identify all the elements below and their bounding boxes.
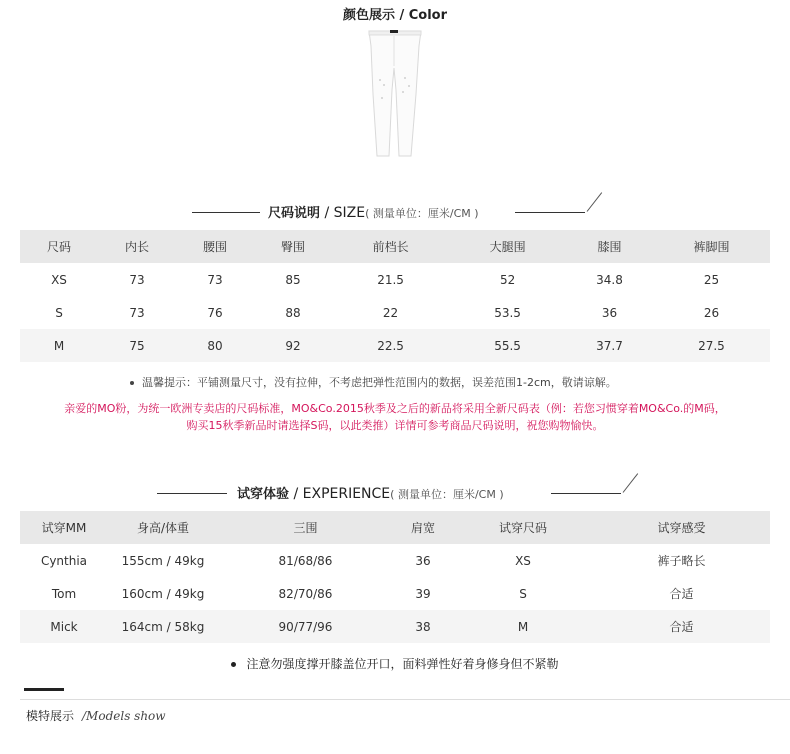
table-cell: 90/77/96 bbox=[278, 619, 333, 634]
experience-tip-text: 注意勿强度撑开膝盖位开口，面料弹性好着身修身但不紧勒 bbox=[246, 657, 559, 671]
size-title-zh: 尺码说明 bbox=[268, 206, 321, 221]
models-section-title bbox=[26, 707, 166, 724]
table-cell: 85 bbox=[285, 272, 301, 287]
experience-heading-text bbox=[237, 483, 504, 502]
table-cell: 26 bbox=[703, 305, 720, 320]
header-cell: 大腿围 bbox=[489, 240, 526, 254]
size-notice bbox=[0, 400, 790, 434]
table-cell: 55.5 bbox=[494, 338, 521, 353]
table-cell: 21.5 bbox=[377, 272, 404, 287]
table-cell: 27.5 bbox=[698, 338, 725, 353]
table-cell: 82/70/86 bbox=[278, 586, 333, 601]
header-cell: 身高/体重 bbox=[136, 521, 190, 535]
table-cell: 73 bbox=[129, 305, 145, 320]
heading-slash-icon bbox=[587, 192, 603, 212]
table-cell: XS bbox=[515, 553, 531, 568]
heading-slash-icon bbox=[623, 473, 639, 493]
table-cell: 73 bbox=[207, 272, 223, 287]
table-cell: 88 bbox=[285, 305, 301, 320]
size-table bbox=[20, 230, 770, 362]
table-cell: 53.5 bbox=[494, 305, 521, 320]
header-cell: 裤脚围 bbox=[693, 240, 730, 254]
table-cell: 155cm / 49kg bbox=[121, 553, 205, 568]
table-cell: M bbox=[53, 338, 65, 353]
experience-table-header bbox=[20, 511, 770, 544]
table-cell: 73 bbox=[129, 272, 145, 287]
size-tip-text: 温馨提示：平铺测量尺寸，没有拉伸，不考虑把弹性范围内的数据，误差范围1-2cm，敬请谅解。 bbox=[142, 376, 617, 389]
color-section-title: 颜色展示 / Color bbox=[342, 8, 448, 23]
models-accent-bar bbox=[24, 688, 64, 691]
heading-divider-left bbox=[157, 493, 227, 494]
table-cell: M bbox=[517, 619, 529, 634]
experience-table bbox=[20, 511, 770, 643]
models-divider bbox=[20, 699, 790, 700]
header-cell: 试穿感受 bbox=[657, 521, 706, 535]
table-cell: S bbox=[55, 305, 63, 320]
table-cell: 75 bbox=[129, 338, 145, 353]
table-row bbox=[20, 296, 770, 329]
header-cell: 试穿尺码 bbox=[498, 521, 547, 535]
table-cell: 92 bbox=[285, 338, 301, 353]
table-cell: 76 bbox=[207, 305, 223, 320]
header-cell: 试穿MM bbox=[41, 521, 87, 535]
heading-divider-right bbox=[515, 212, 585, 213]
table-cell: 37.7 bbox=[596, 338, 623, 353]
table-cell: 25 bbox=[703, 272, 720, 287]
table-cell: 36 bbox=[601, 305, 618, 320]
table-cell: Tom bbox=[51, 586, 77, 601]
table-row bbox=[20, 577, 770, 610]
heading-divider-right bbox=[551, 493, 621, 494]
table-cell: Cynthia bbox=[40, 553, 88, 568]
size-notice-line-1: 亲爱的MO粉，为统一欧洲专卖店的尺码标准，MO&Co.2015秋季及之后的新品将采用全新尺码表（例：若您习惯穿着MO&Co.的M码， bbox=[64, 402, 726, 415]
bullet-icon bbox=[231, 662, 236, 667]
experience-section-heading bbox=[0, 481, 790, 505]
table-cell: Mick bbox=[50, 619, 78, 634]
size-notice-line-2: 购买15秋季新品时请选择S码，以此类推）详情可参考商品尺码说明，祝您购物愉快。 bbox=[186, 419, 604, 432]
table-cell: 38 bbox=[415, 619, 431, 634]
table-row bbox=[20, 610, 770, 643]
header-cell: 三围 bbox=[293, 521, 318, 535]
experience-title-zh: 试穿体验 bbox=[237, 487, 290, 502]
table-cell: 合适 bbox=[669, 587, 694, 601]
header-cell: 尺码 bbox=[47, 240, 72, 254]
table-cell: S bbox=[519, 586, 527, 601]
size-section-heading bbox=[0, 200, 790, 224]
header-cell: 腰围 bbox=[203, 240, 228, 254]
models-title-zh: 模特展示 bbox=[26, 709, 75, 723]
table-cell: 合适 bbox=[669, 620, 694, 634]
heading-divider-left bbox=[192, 212, 260, 213]
table-cell: 80 bbox=[207, 338, 223, 353]
table-cell: 39 bbox=[415, 586, 431, 601]
bullet-icon bbox=[130, 381, 134, 385]
header-cell: 前档长 bbox=[372, 240, 409, 254]
white-jeans-icon[interactable] bbox=[357, 28, 433, 162]
experience-unit: ( 测量单位：厘米/CM ) bbox=[390, 488, 504, 501]
size-tip bbox=[130, 374, 617, 390]
header-cell: 内长 bbox=[125, 240, 150, 254]
header-cell: 臀围 bbox=[281, 240, 306, 254]
header-cell: 膝围 bbox=[597, 240, 622, 254]
size-unit: ( 测量单位：厘米/CM ) bbox=[365, 207, 479, 220]
experience-title-en: / EXPERIENCE bbox=[289, 486, 391, 502]
table-cell: 裤子略长 bbox=[657, 554, 706, 568]
table-cell: 22 bbox=[382, 305, 399, 320]
size-title-en: / SIZE bbox=[320, 205, 366, 221]
table-cell: 36 bbox=[415, 553, 431, 568]
table-cell: 160cm / 49kg bbox=[121, 586, 205, 601]
table-cell: 34.8 bbox=[596, 272, 623, 287]
table-row bbox=[20, 263, 770, 296]
table-cell: 81/68/86 bbox=[278, 553, 333, 568]
table-row bbox=[20, 544, 770, 577]
header-cell: 肩宽 bbox=[410, 521, 435, 535]
size-table-header bbox=[20, 230, 770, 263]
table-cell: 52 bbox=[499, 272, 516, 287]
experience-tip bbox=[0, 655, 790, 672]
table-cell: XS bbox=[51, 272, 67, 287]
table-cell: 22.5 bbox=[377, 338, 404, 353]
table-row bbox=[20, 329, 770, 362]
table-cell: 164cm / 58kg bbox=[121, 619, 205, 634]
size-heading-text bbox=[268, 202, 479, 221]
models-title-en: /Models show bbox=[82, 709, 166, 723]
